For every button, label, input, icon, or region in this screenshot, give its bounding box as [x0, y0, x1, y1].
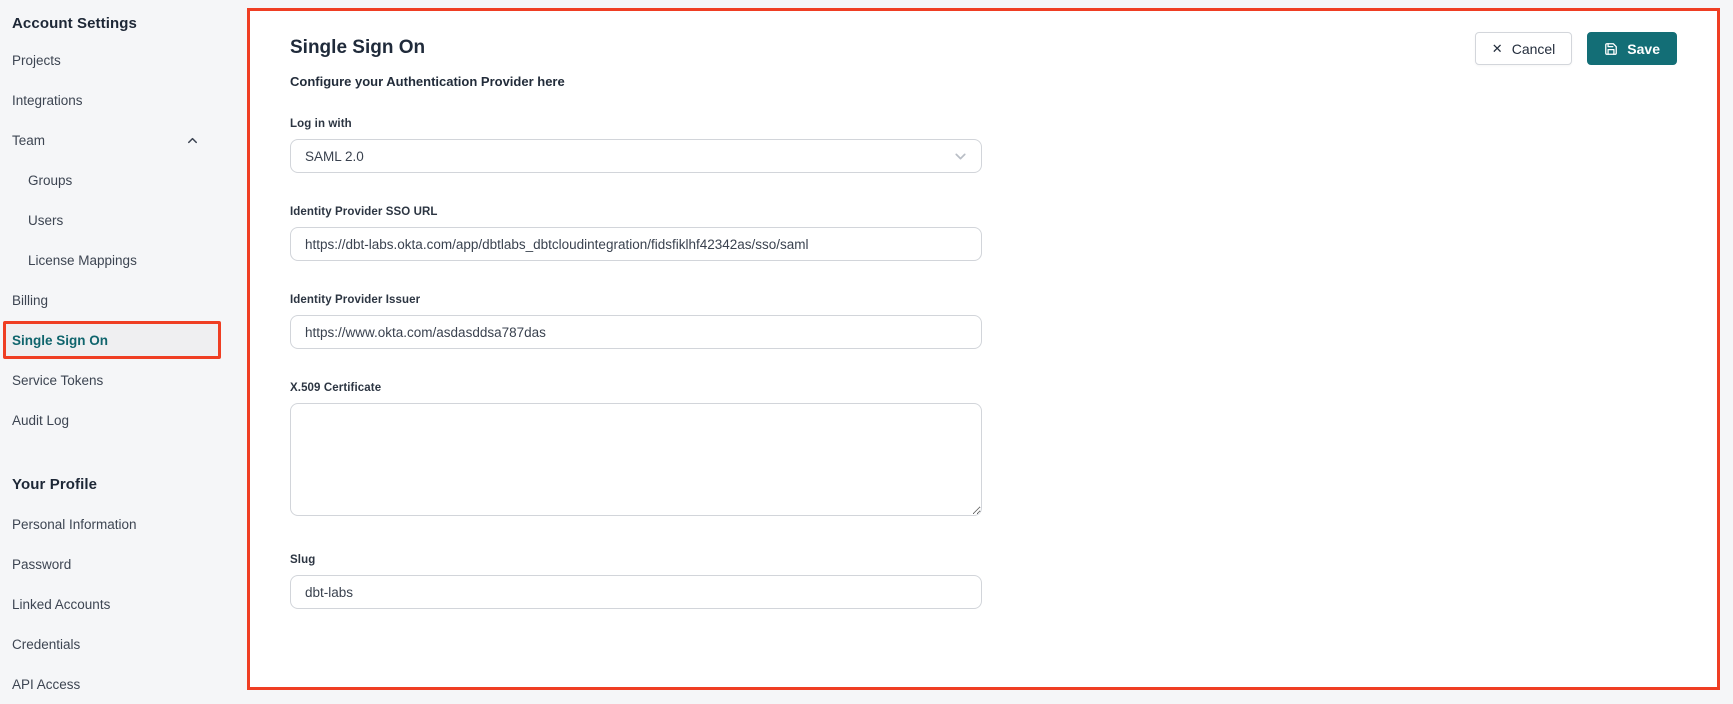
- login-with-select[interactable]: [290, 139, 982, 173]
- page-subtitle: Configure your Authentication Provider here: [290, 74, 565, 89]
- sidebar-item-groups[interactable]: [3, 160, 221, 200]
- sidebar-item-label: Projects: [12, 52, 61, 68]
- sidebar-item-label: Audit Log: [12, 412, 70, 428]
- save-button[interactable]: [1587, 32, 1677, 65]
- save-floppy-icon: [1604, 42, 1618, 56]
- sidebar-item-audit-log[interactable]: [3, 400, 221, 440]
- sidebar-item-label: Personal Information: [12, 516, 137, 532]
- sidebar-item-users[interactable]: [3, 200, 221, 240]
- sidebar-heading-your-profile: Your Profile: [12, 475, 98, 493]
- certificate-label: X.509 Certificate: [290, 382, 382, 394]
- issuer-input[interactable]: [290, 315, 982, 349]
- sidebar-item-service-tokens[interactable]: [3, 360, 221, 400]
- sidebar-item-label: API Access: [12, 676, 81, 692]
- sidebar-item-label: Single Sign On: [12, 332, 109, 348]
- header-actions: [1475, 32, 1677, 65]
- sidebar-item-personal-information[interactable]: [3, 504, 221, 544]
- single-sign-on-panel: [247, 8, 1720, 690]
- save-button-label: Save: [1627, 40, 1660, 57]
- chevron-up-icon[interactable]: [185, 133, 200, 148]
- sidebar-item-label: Integrations: [12, 92, 83, 108]
- sidebar-item-label: Users: [28, 212, 64, 228]
- login-with-selected-value: SAML 2.0: [305, 148, 364, 164]
- login-with-label: Log in with: [290, 118, 352, 130]
- chevron-down-icon: [952, 148, 969, 165]
- page-title: Single Sign On: [290, 37, 426, 58]
- sidebar-item-label: Password: [12, 556, 72, 572]
- sidebar-item-integrations[interactable]: [3, 80, 221, 120]
- sidebar-item-projects[interactable]: [3, 40, 221, 80]
- close-icon: ✕: [1491, 41, 1503, 56]
- sidebar-item-label: Service Tokens: [12, 372, 104, 388]
- sidebar-item-password[interactable]: [3, 544, 221, 584]
- issuer-label: Identity Provider Issuer: [290, 294, 421, 306]
- sso-form: [290, 118, 982, 609]
- sidebar-item-credentials[interactable]: [3, 624, 221, 664]
- sidebar-item-label: Team: [12, 132, 46, 148]
- sso-url-input[interactable]: [290, 227, 982, 261]
- sidebar-item-license-mappings[interactable]: [3, 240, 221, 280]
- sidebar-item-billing[interactable]: [3, 280, 221, 320]
- sidebar-item-linked-accounts[interactable]: [3, 584, 221, 624]
- cancel-button-label: Cancel: [1511, 40, 1556, 57]
- sidebar-item-label: Groups: [28, 172, 73, 188]
- settings-sidebar: [0, 0, 247, 704]
- sidebar-item-single-sign-on[interactable]: [3, 321, 221, 359]
- cancel-button[interactable]: [1475, 32, 1573, 65]
- sidebar-item-label: Linked Accounts: [12, 596, 111, 612]
- slug-label: Slug: [290, 554, 316, 566]
- slug-input[interactable]: [290, 575, 982, 609]
- sidebar-spacer: [0, 440, 247, 464]
- sso-url-label: Identity Provider SSO URL: [290, 206, 438, 218]
- sidebar-item-label: License Mappings: [28, 252, 137, 268]
- sidebar-heading-account-settings: Account Settings: [12, 14, 137, 32]
- sidebar-item-api-access[interactable]: [3, 664, 221, 704]
- sidebar-item-label: Billing: [12, 292, 49, 308]
- sidebar-item-team[interactable]: [3, 120, 221, 160]
- sidebar-item-label: Credentials: [12, 636, 81, 652]
- certificate-textarea[interactable]: [290, 403, 982, 516]
